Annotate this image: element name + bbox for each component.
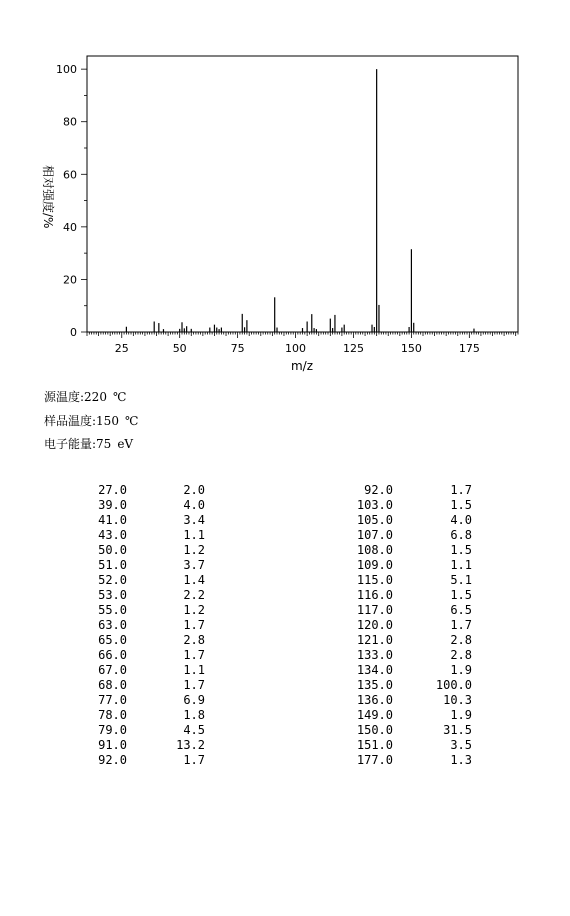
intensity-value: 31.5 bbox=[443, 723, 472, 737]
mz-value: 52.0 bbox=[98, 573, 127, 587]
intensity-value: 3.5 bbox=[450, 738, 472, 752]
source-temperature-line bbox=[44, 388, 126, 405]
intensity-value: 2.2 bbox=[183, 588, 205, 602]
intensity-value: 1.7 bbox=[183, 648, 205, 662]
intensity-value: 1.5 bbox=[450, 543, 472, 557]
electron-energy-unit: eV bbox=[117, 437, 134, 451]
mz-value: 27.0 bbox=[98, 483, 127, 497]
intensity-value: 4.5 bbox=[183, 723, 205, 737]
intensity-value: 1.3 bbox=[450, 753, 472, 767]
y-tick-label: 100 bbox=[56, 63, 77, 77]
mz-value: 39.0 bbox=[98, 498, 127, 512]
y-tick-label: 80 bbox=[63, 115, 77, 129]
intensity-value: 3.4 bbox=[183, 513, 205, 527]
electron-energy-line bbox=[44, 435, 133, 452]
mz-value: 117.0 bbox=[356, 603, 393, 617]
mz-value: 79.0 bbox=[98, 723, 127, 737]
mz-value: 53.0 bbox=[98, 588, 127, 602]
intensity-value: 1.9 bbox=[450, 663, 472, 677]
x-axis-label: m/z bbox=[290, 359, 314, 373]
mz-value: 68.0 bbox=[98, 678, 127, 692]
x-axis-ticks bbox=[87, 332, 518, 355]
intensity-value: 1.2 bbox=[183, 543, 205, 557]
mz-value: 150.0 bbox=[356, 723, 393, 737]
x-tick-label: 100 bbox=[285, 342, 307, 355]
mz-value: 92.0 bbox=[98, 753, 127, 767]
y-axis-label: 相对强度/% bbox=[41, 165, 55, 229]
mz-value: 43.0 bbox=[98, 528, 127, 542]
intensity-value: 1.2 bbox=[183, 603, 205, 617]
mz-value: 77.0 bbox=[98, 693, 127, 707]
x-tick-label: 75 bbox=[230, 342, 245, 355]
intensity-value: 10.3 bbox=[443, 693, 472, 707]
mz-value: 55.0 bbox=[98, 603, 127, 617]
x-tick-label: 25 bbox=[114, 342, 129, 355]
mass-spectrum-chart bbox=[0, 0, 570, 380]
mz-value: 109.0 bbox=[356, 558, 393, 572]
source-temperature-value: 220 bbox=[84, 390, 107, 404]
sample-temperature-line bbox=[44, 412, 138, 429]
intensity-value: 1.9 bbox=[450, 708, 472, 722]
mz-value: 134.0 bbox=[356, 663, 393, 677]
mz-value: 120.0 bbox=[356, 618, 393, 632]
mz-value: 177.0 bbox=[356, 753, 393, 767]
intensity-value: 1.8 bbox=[183, 708, 205, 722]
source-temperature-unit: ℃ bbox=[112, 390, 127, 404]
intensity-value: 1.1 bbox=[183, 663, 205, 677]
intensity-value: 13.2 bbox=[176, 738, 205, 752]
intensity-value: 1.5 bbox=[450, 498, 472, 512]
mz-value: 50.0 bbox=[98, 543, 127, 557]
x-tick-label: 50 bbox=[172, 342, 187, 355]
mz-value: 67.0 bbox=[98, 663, 127, 677]
intensity-value: 3.7 bbox=[183, 558, 205, 572]
mz-value: 136.0 bbox=[356, 693, 393, 707]
intensity-value: 5.1 bbox=[450, 573, 472, 587]
y-axis-ticks bbox=[56, 63, 87, 339]
mz-value: 103.0 bbox=[356, 498, 393, 512]
mz-value: 133.0 bbox=[356, 648, 393, 662]
intensity-value: 2.8 bbox=[450, 648, 472, 662]
mz-value: 105.0 bbox=[356, 513, 393, 527]
electron-energy-label: 电子能量: bbox=[44, 437, 97, 451]
x-tick-label: 150 bbox=[400, 342, 422, 355]
intensity-value: 1.7 bbox=[183, 678, 205, 692]
mz-value: 63.0 bbox=[98, 618, 127, 632]
mz-value: 41.0 bbox=[98, 513, 127, 527]
mz-value: 149.0 bbox=[356, 708, 393, 722]
intensity-value: 1.4 bbox=[183, 573, 205, 587]
mz-value: 115.0 bbox=[356, 573, 393, 587]
intensity-value: 4.0 bbox=[183, 498, 205, 512]
source-temperature-label: 源温度: bbox=[44, 390, 85, 404]
intensity-value: 1.7 bbox=[183, 618, 205, 632]
mz-value: 51.0 bbox=[98, 558, 127, 572]
intensity-value: 1.1 bbox=[183, 528, 205, 542]
mz-value: 107.0 bbox=[356, 528, 393, 542]
y-tick-label: 40 bbox=[63, 220, 77, 234]
x-tick-label: 175 bbox=[458, 342, 480, 355]
intensity-value: 1.7 bbox=[450, 618, 472, 632]
y-tick-label: 0 bbox=[70, 326, 77, 339]
mz-value: 121.0 bbox=[356, 633, 393, 647]
intensity-value: 2.8 bbox=[183, 633, 205, 647]
intensity-value: 1.7 bbox=[183, 753, 205, 767]
y-tick-label: 60 bbox=[63, 168, 77, 182]
mz-value: 92.0 bbox=[364, 483, 393, 497]
mz-value: 151.0 bbox=[356, 738, 393, 752]
sample-temperature-label: 样品温度: bbox=[44, 414, 97, 428]
mz-value: 108.0 bbox=[356, 543, 393, 557]
intensity-value: 2.0 bbox=[183, 483, 205, 497]
sample-temperature-value: 150 bbox=[96, 414, 119, 428]
sample-temperature-unit: ℃ bbox=[124, 414, 139, 428]
intensity-value: 1.5 bbox=[450, 588, 472, 602]
x-tick-label: 125 bbox=[342, 342, 364, 355]
intensity-value: 4.0 bbox=[450, 513, 472, 527]
mz-value: 135.0 bbox=[356, 678, 393, 692]
intensity-value: 6.5 bbox=[450, 603, 472, 617]
y-tick-label: 20 bbox=[63, 273, 77, 287]
mz-value: 66.0 bbox=[98, 648, 127, 662]
intensity-value: 1.1 bbox=[450, 558, 472, 572]
mz-value: 116.0 bbox=[356, 588, 393, 602]
intensity-value: 6.8 bbox=[450, 528, 472, 542]
intensity-value: 1.7 bbox=[450, 483, 472, 497]
mz-value: 78.0 bbox=[98, 708, 127, 722]
peak-bars bbox=[126, 69, 474, 332]
intensity-value: 6.9 bbox=[183, 693, 205, 707]
intensity-value: 2.8 bbox=[450, 633, 472, 647]
electron-energy-value: 75 bbox=[96, 437, 112, 451]
intensity-value: 100.0 bbox=[435, 678, 472, 692]
plot-frame bbox=[87, 56, 518, 332]
mz-value: 65.0 bbox=[98, 633, 127, 647]
mz-value: 91.0 bbox=[98, 738, 127, 752]
